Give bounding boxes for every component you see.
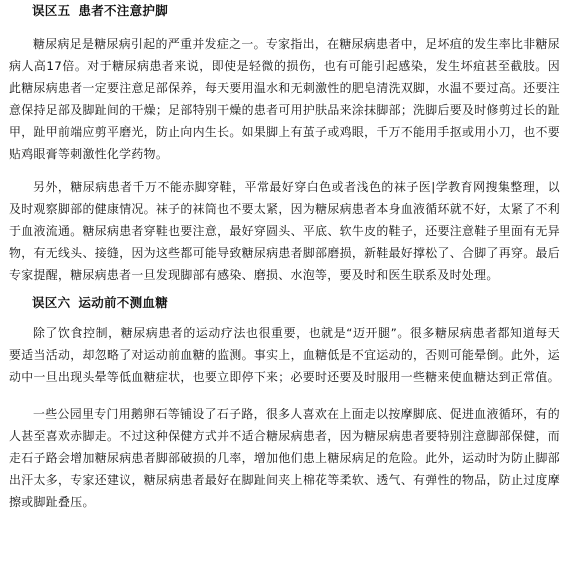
paragraph: 糖尿病足是糖尿病引起的严重并发症之一。专家指出，在糖尿病患者中，足坏疽的发生率比非糖尿病人高17倍。对于糖尿病患者来说，即使是轻微的损伤，也有可能引起感染，发生坏疽甚至截肢。因此糖尿病患者一定要注意足部保养，每天要用温水和无刺激性的肥皂清洗双脚，水温不要过高。还要注意保持足部及脚趾间的干燥；足部特别干燥的患者可用护肤品来涂抹脚部；洗脚后要及时修剪过长的趾甲，趾甲前端应剪平磨光，防止向内生长。如果脚上有茧子或鸡眼，千万不能用手抠或用小刀，也不要贴鸡眼膏等刺激性化学药物。: [9, 37, 560, 161]
section-title: 运动前不测血糖: [78, 295, 169, 310]
section-label: 误区六: [32, 295, 71, 310]
section-title: 患者不注意护脚: [78, 3, 169, 18]
paragraph: 一些公园里专门用鹅卵石等铺设了石子路，很多人喜欢在上面走以按摩脚底、促进血液循环，有的人甚至喜欢赤脚走。不过这种保健方式并不适合糖尿病患者，因为糖尿病患者要特别注意脚部保健，而走石子路会增加糖尿病患者脚部破损的几率，增加他们患上糖尿病足的危险。此外，运动时为防止脚部出汗太多，专家还建议，糖尿病患者最好在脚趾间夹上棉花等柔软、透气、有弹性的物品，防止过度摩擦或脚趾叠压。: [9, 407, 560, 509]
paragraph: 除了饮食控制，糖尿病患者的运动疗法也很重要，也就是“迈开腿”。很多糖尿病患者都知道每天要适当活动，却忽略了对运动前血糖的监测。事实上，血糖低是不宜运动的，否则可能晕倒。此外，运动中一旦出现头晕等低血糖症状，也要立即停下来；必要时还要及时服用一些糖来使血糖达到正常值。: [9, 326, 560, 384]
section-heading-6: [9, 295, 560, 310]
paragraph: 另外，糖尿病患者千万不能赤脚穿鞋，平常最好穿白色或者浅色的袜子医|学教育网搜集整理，以及时观察脚部的健康情况。袜子的袜筒也不要太紧，因为糖尿病患者本身血液循环就不好，太紧了不利于血液流通。糖尿病患者穿鞋也要注意，最好穿圆头、平底、软牛皮的鞋子，还要注意鞋子里面有无异物，有无线头、接缝，因为这些都可能导致糖尿病患者脚部磨损，新鞋最好撑松了、合脚了再穿。最后专家提醒，糖尿病患者一旦发现脚部有感染、磨损、水泡等，要及时和医生联系及时处理。: [9, 180, 560, 282]
section-label: 误区五: [32, 3, 71, 18]
section-heading-5: [9, 0, 560, 18]
